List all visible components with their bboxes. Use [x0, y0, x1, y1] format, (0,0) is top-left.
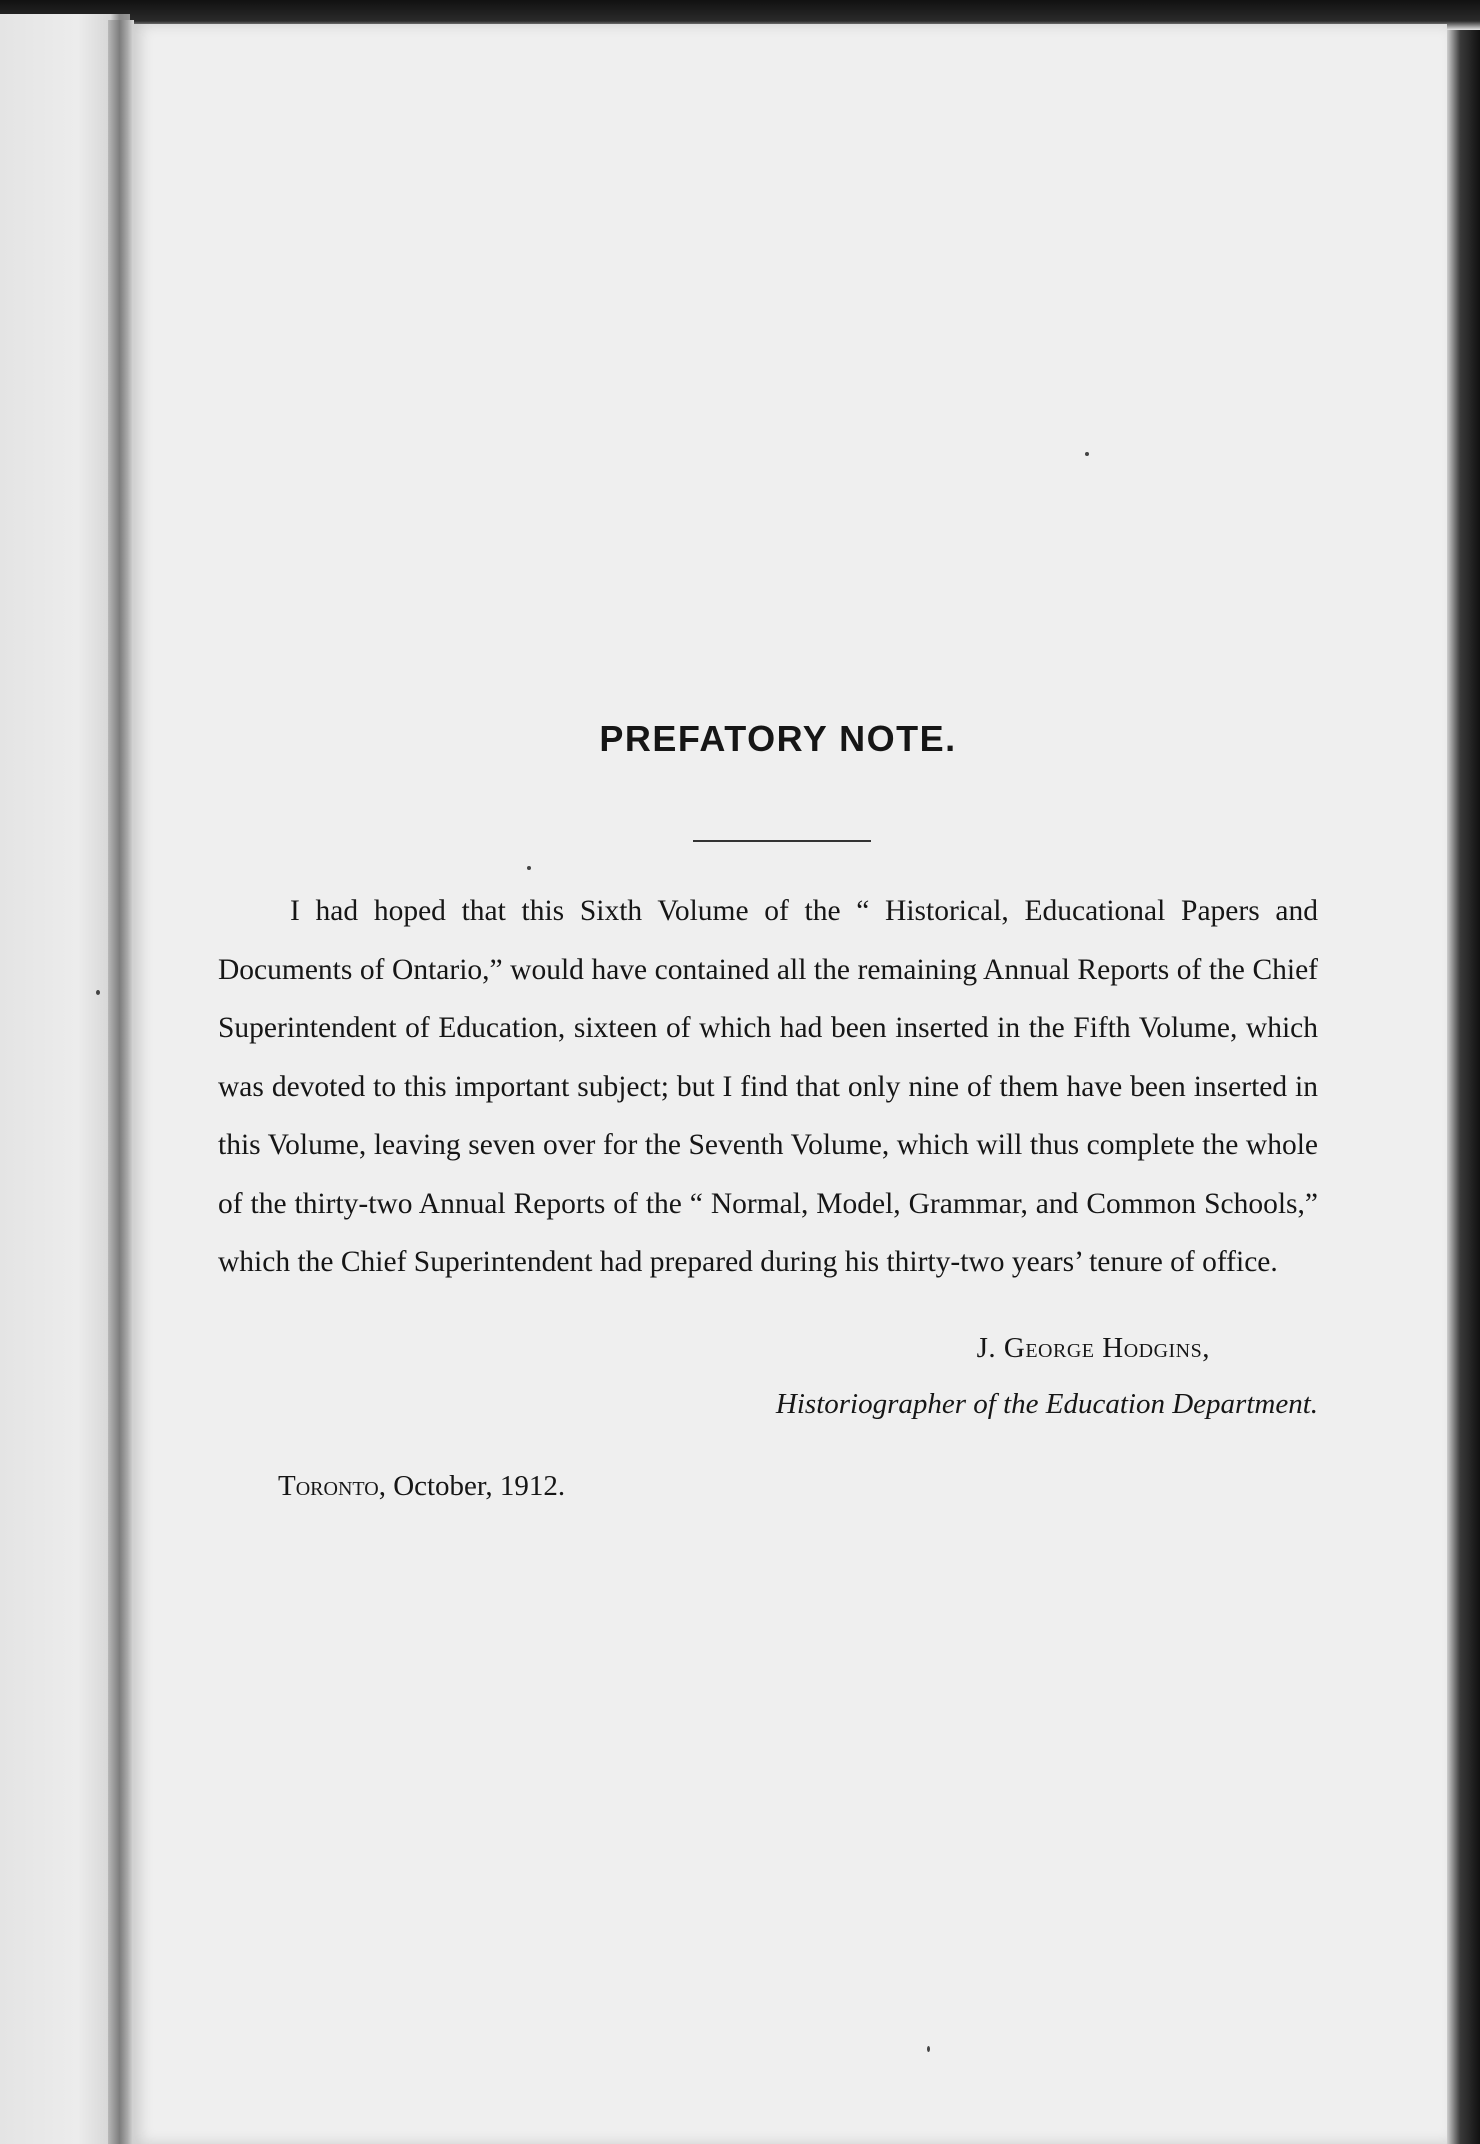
signature-block — [218, 1320, 1318, 1432]
signature-title: Historiographer of the Education Department. — [775, 1387, 1318, 1420]
signature-name — [218, 1320, 1318, 1376]
paper-speck — [927, 2046, 930, 2052]
paper-speck — [1085, 452, 1089, 456]
signature-name-smallcaps-last: odgins — [1123, 1331, 1203, 1364]
book-gutter — [108, 20, 134, 2144]
page-title: PREFATORY NOTE. — [599, 718, 957, 759]
dateline-place: Toronto — [278, 1469, 379, 1502]
signature-name-initial: J. G — [976, 1331, 1026, 1364]
title-rule — [693, 840, 871, 842]
scan-right-border — [1447, 30, 1480, 2144]
body-paragraph: I had hoped that this Sixth Volume of the “ Historical, Educational Papers and Documents of Ontario,” would have contained all the remaining Annual Reports of the Chief Superintendent of Education, sixteen of which had been inserted in the Fifth Volume, which was devoted to this important subject; but I find that only nine of them have been inserted in this Volume, leaving seven over for the Seventh Volume, which will thus complete the whole of the thirty-two Annual Reports of the “ Normal, Model, Grammar, and Common Schools,” which the Chief Superintendent had prepared during his thirty-two years’ tenure of office. — [218, 895, 1318, 1278]
dateline-date: , October, 1912. — [378, 1469, 566, 1502]
signature-name-comma: , — [1202, 1331, 1210, 1364]
signature-name-smallcaps-first: eorge — [1025, 1331, 1095, 1364]
paper-speck — [96, 990, 100, 995]
dateline — [218, 1466, 1318, 1506]
page-content — [218, 718, 1318, 1506]
signature-name-mid: H — [1094, 1331, 1124, 1364]
